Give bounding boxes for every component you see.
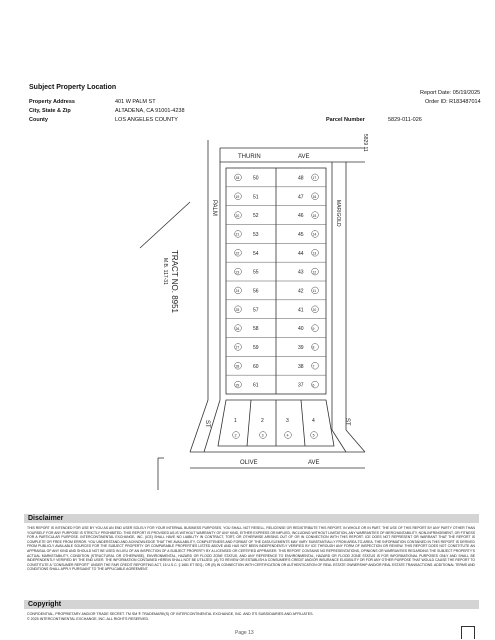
lot-number-right: 40	[298, 326, 304, 333]
bottom-lot-number: 4	[312, 418, 315, 424]
lot-number-left: 54	[253, 250, 259, 257]
parcel-number-right: 12	[312, 270, 317, 275]
lot-number-right: 37	[298, 382, 304, 389]
parcel-number-right: 15	[312, 213, 317, 218]
copyright-line-1: CONFIDENTIAL, PROPRIETARY AND/OR TRADE SECRET. TM SM ® TRADEMARK(S) OF INTERCONTINENTAL EXCHANGE, INC. AND ITS SUBSIDIARIES AND AFFILIATES.	[27, 612, 314, 616]
city-state-zip-label: City, State & Zip	[29, 108, 71, 114]
lot-number-right: 44	[298, 250, 304, 257]
tract-label: TRACT NO. 8951	[170, 250, 179, 313]
parcel-number-right: 10	[312, 307, 317, 312]
parcel-number-right: 8	[312, 345, 315, 350]
lot-number-right: 47	[298, 194, 304, 201]
lot-number-right: 46	[298, 213, 304, 220]
order-id: Order ID: R183487014	[425, 99, 481, 105]
lot-number-right: 48	[298, 175, 304, 182]
map-book-number: 5829 11	[362, 134, 368, 152]
page-title: Subject Property Location	[29, 84, 117, 91]
lot-number-left: 55	[253, 269, 259, 276]
parcel-number-left: 29	[235, 383, 240, 388]
street-st-right: ST	[344, 418, 350, 426]
bottom-lot-number: 3	[286, 418, 289, 424]
parcel-number-left: 19	[235, 194, 240, 199]
parcel-number-left: 27	[235, 345, 240, 350]
disclaimer-heading: Disclaimer	[28, 515, 64, 522]
parcel-number-right: 14	[312, 232, 317, 237]
parcel-number-right: 7	[312, 364, 315, 369]
street-st-left: ST	[204, 420, 210, 428]
bottom-parcel-number: 5	[312, 433, 315, 438]
corner-mark	[461, 626, 475, 639]
lot-number-right: 42	[298, 288, 304, 295]
lot-number-right: 39	[298, 344, 304, 351]
lot-number-left: 53	[253, 231, 259, 238]
parcel-number-left: 26	[235, 326, 240, 331]
parcel-number-left: 28	[235, 364, 240, 369]
parcel-number-left: 18	[235, 176, 240, 181]
tract-ref: M.B. 117-31	[162, 258, 168, 285]
bottom-parcel-number: 2	[234, 433, 237, 438]
lot-number-left: 50	[253, 175, 259, 182]
street-palm: PALM	[211, 200, 217, 216]
parcel-number-left: 23	[235, 270, 240, 275]
lot-number-left: 51	[253, 194, 259, 201]
street-thurin-suffix: AVE	[298, 154, 310, 160]
bottom-lot-number: 2	[261, 418, 264, 424]
county-value: LOS ANGELES COUNTY	[115, 117, 178, 123]
page-number: Page 13	[235, 630, 254, 636]
lot-number-left: 56	[253, 288, 259, 295]
street-marigold: MARIGOLD	[335, 200, 341, 227]
disclaimer-bar	[24, 514, 479, 523]
parcel-number-left: 21	[235, 232, 240, 237]
copyright-bar	[24, 600, 479, 609]
parcel-number-left: 24	[235, 289, 240, 294]
parcel-number-left: 22	[235, 251, 240, 256]
parcel-number-label: Parcel Number	[326, 117, 365, 123]
parcel-number-right: 13	[312, 251, 317, 256]
parcel-number-left: 25	[235, 307, 240, 312]
lot-number-left: 52	[253, 213, 259, 220]
county-label: County	[29, 117, 48, 123]
lot-number-left: 61	[253, 382, 259, 389]
property-address-label: Property Address	[29, 99, 75, 105]
copyright-text	[27, 612, 475, 621]
plat-map	[120, 130, 390, 500]
bottom-parcel-number: 4	[286, 433, 289, 438]
parcel-number-right: 16	[312, 194, 317, 199]
parcel-number-right: 9	[312, 326, 315, 331]
property-address-value: 401 W PALM ST	[115, 99, 156, 105]
lot-number-left: 57	[253, 307, 259, 314]
parcel-number-right: 11	[312, 289, 317, 294]
bottom-lot-number: 1	[234, 418, 237, 424]
lot-number-right: 41	[298, 307, 304, 314]
lot-number-left: 60	[253, 363, 259, 370]
bottom-parcel-number: 3	[261, 433, 264, 438]
copyright-heading: Copyright	[28, 601, 62, 608]
copyright-line-2: © 2025 INTERCONTINENTAL EXCHANGE, INC. ALL RIGHTS RESERVED.	[27, 616, 150, 621]
lot-number-right: 45	[298, 231, 304, 238]
disclaimer-text: THIS REPORT IS INTENDED FOR USE BY YOU AS AN END USER SOLELY FOR YOUR INTERNAL BUSINESS PURPOSES. YOU SHALL NOT RESELL, RELICENSE OR REDISTRIBUTE THIS REPORT, IN WHOLE OR IN PART. THE USE OF THIS REPORT BY ANY PARTY OTHER THAN YOURSELF FOR ANY PURPOSE IS STRICTLY PROHIBITED. THIS REPORT IS PROVIDED AS-IS WITHOUT WARRANTY OF ANY KIND, EITHER EXPRESS OR IMPLIED, INCLUDING WITHOUT LIMITATION, ANY WARRANTIES OF MERCHANTABILITY, NON-INFRINGEMENT, OR FITNESS FOR A PARTICULAR PURPOSE. INTERCONTINENTAL EXCHANGE, INC. (ICE) SHALL HAVE NO LIABILITY IN CONTRACT, TORT, OR OTHERWISE ARISING OUT OF OR IN CONNECTION WITH THIS REPORT. ICE DOES NOT REPRESENT OR WARRANT THAT THE REPORT IS COMPLETE OR FREE FROM ERROR. YOU UNDERSTAND AND ACKNOWLEDGE THAT THE AVAILABILITY, COMPLETENESS AND FORMAT OF THE DATA ELEMENTS MAY VARY SUBSTANTIALLY FROM AREA-TO-AREA. THE INFORMATION CONTAINED IN THIS REPORT IS DERIVED FROM PUBLICLY AVAILABLE SOURCES FOR THE SUBJECT PROPERTY OR COMPARABLE PROPERTIES LISTED ABOVE AND HAS NOT BEEN INDEPENDENTLY VERIFIED BY ICE THROUGH ANY FORM OF INSPECTION OR REVIEW. THIS REPORT DOES NOT CONSTITUTE AN APPRAISAL OF ANY KIND AND SHOULD NOT BE USED IN LIEU OF AN INSPECTION OF A SUBJECT PROPERTY BY A LICENSED OR CERTIFIED APPRAISER. THIS REPORT CONTAINS NO REPRESENTATIONS, OPINIONS OR WARRANTIES REGARDING THE SUBJECT PROPERTY'S ACTUAL MARKETABILITY, CONDITION (STRUCTURAL OR OTHERWISE), ENVIRONMENTAL, HAZARD OR FLOOD ZONE STATUS, AND ANY REFERENCE TO ENVIRONMENTAL, HAZARD OR FLOOD ZONE STATUS IS FOR INFORMATIONAL PURPOSES ONLY AND SHALL BE INDEPENDENTLY VERIFIED BY THE END USER. THE INFORMATION CONTAINED HEREIN SHALL NOT BE UTILIZED: (A) TO REVIEW OR ESTABLISH A CONSUMER'S CREDIT AND/OR INSURANCE ELIGIBILITY OR FOR ANY OTHER PURPOSE THAT WOULD CAUSE THE REPORT TO CONSTITUTE A "CONSUMER REPORT" UNDER THE FAIR CREDIT REPORTING ACT, 15 U.S.C. § 1681 ET SEQ.; OR (B) IN CONNECTION WITH CERTIFICATION OR AUTHENTICATION OF REAL ESTATE OWNERSHIP AND/OR REAL ESTATE TRANSACTIONS. ADDITIONAL TERMS AND CONDITIONS SHALL APPLY PURSUANT TO THE APPLICABLE AGREEMENT.	[27, 526, 475, 572]
report-date: Report Date: 05/19/2025	[420, 90, 481, 96]
street-thurin: THURIN	[238, 154, 261, 160]
parcel-number-right: 17	[312, 176, 317, 181]
parcel-number-value: 5829-011-026	[388, 117, 422, 123]
parcel-number-right: 6	[312, 383, 315, 388]
street-olive-suffix: AVE	[308, 460, 320, 466]
street-olive: OLIVE	[240, 460, 258, 466]
lot-number-right: 43	[298, 269, 304, 276]
city-state-zip-value: ALTADENA, CA 91001-4238	[115, 108, 185, 114]
lot-number-left: 58	[253, 326, 259, 333]
lot-number-right: 38	[298, 363, 304, 370]
lot-number-left: 59	[253, 344, 259, 351]
parcel-number-left: 20	[235, 213, 240, 218]
